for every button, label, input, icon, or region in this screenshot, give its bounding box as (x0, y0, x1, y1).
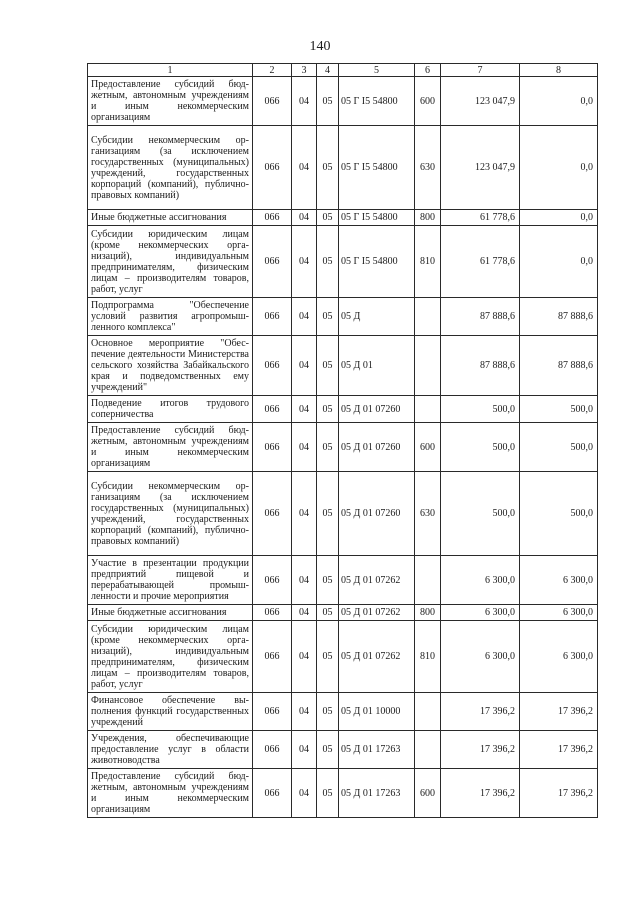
subsection-cell: 05 (317, 556, 339, 605)
column-header: 4 (317, 64, 339, 77)
amount-year-2-cell: 17 396,2 (520, 731, 598, 769)
table-row (88, 336, 598, 396)
target-article-cell: 05 Г I5 54800 (339, 126, 415, 210)
column-header: 6 (415, 64, 441, 77)
row-name-cell: Подпрограмма "Обеспечение условий развития агропромышленного комплекса" (88, 298, 253, 336)
column-header: 5 (339, 64, 415, 77)
column-header: 7 (441, 64, 520, 77)
subsection-cell: 05 (317, 396, 339, 423)
section-cell: 04 (292, 693, 317, 731)
amount-year-1-cell: 87 888,6 (441, 336, 520, 396)
admin-code-cell: 066 (253, 769, 292, 818)
amount-year-1-cell: 123 047,9 (441, 77, 520, 126)
column-header: 2 (253, 64, 292, 77)
amount-year-2-cell: 6 300,0 (520, 605, 598, 621)
subsection-cell: 05 (317, 126, 339, 210)
target-article-cell: 05 Д 01 07260 (339, 472, 415, 556)
table-row (88, 226, 598, 298)
admin-code-cell: 066 (253, 472, 292, 556)
subsection-cell: 05 (317, 210, 339, 226)
target-article-cell: 05 Д 01 10000 (339, 693, 415, 731)
amount-year-1-cell: 500,0 (441, 396, 520, 423)
admin-code-cell: 066 (253, 693, 292, 731)
budget-table (87, 63, 598, 818)
table-row (88, 126, 598, 210)
admin-code-cell: 066 (253, 77, 292, 126)
amount-year-1-cell: 500,0 (441, 472, 520, 556)
section-cell: 04 (292, 621, 317, 693)
target-article-cell: 05 Д 01 07262 (339, 556, 415, 605)
section-cell: 04 (292, 605, 317, 621)
expense-type-cell: 800 (415, 210, 441, 226)
table-row (88, 621, 598, 693)
amount-year-1-cell: 6 300,0 (441, 556, 520, 605)
section-cell: 04 (292, 336, 317, 396)
amount-year-2-cell: 500,0 (520, 423, 598, 472)
admin-code-cell: 066 (253, 396, 292, 423)
subsection-cell: 05 (317, 336, 339, 396)
column-header: 8 (520, 64, 598, 77)
row-name-cell: Предоставление субсидий бюджетным, автономным учреждениям и иным некоммерческим организациям (88, 77, 253, 126)
admin-code-cell: 066 (253, 210, 292, 226)
section-cell: 04 (292, 77, 317, 126)
section-cell: 04 (292, 210, 317, 226)
target-article-cell: 05 Д 01 (339, 336, 415, 396)
column-header: 3 (292, 64, 317, 77)
amount-year-2-cell: 17 396,2 (520, 769, 598, 818)
amount-year-2-cell: 17 396,2 (520, 693, 598, 731)
amount-year-2-cell: 0,0 (520, 77, 598, 126)
row-name-cell: Финансовое обеспечение выполнения функций государственных учреждений (88, 693, 253, 731)
row-name-cell: Субсидии юридическим лицам (кроме некоммерческих организаций), индивидуальным предпринимателям, физическим лицам – производителям товаров, работ, услуг (88, 226, 253, 298)
table-row (88, 423, 598, 472)
table-row (88, 396, 598, 423)
table-row (88, 210, 598, 226)
amount-year-2-cell: 500,0 (520, 472, 598, 556)
row-name-cell: Предоставление субсидий бюджетным, автономным учреждениям и иным некоммерческим организациям (88, 423, 253, 472)
row-name-cell: Субсидии некоммерческим организациям (за исключением государственных (муниципальных) учреждений, государственных корпораций (компаний), публично-правовых компаний) (88, 472, 253, 556)
table-row (88, 769, 598, 818)
admin-code-cell: 066 (253, 298, 292, 336)
table-row (88, 77, 598, 126)
expense-type-cell: 800 (415, 605, 441, 621)
target-article-cell: 05 Д 01 07262 (339, 605, 415, 621)
table-row (88, 605, 598, 621)
subsection-cell: 05 (317, 226, 339, 298)
target-article-cell: 05 Д 01 07260 (339, 423, 415, 472)
table-row (88, 556, 598, 605)
amount-year-1-cell: 6 300,0 (441, 621, 520, 693)
row-name-cell: Иные бюджетные ассигнования (88, 210, 253, 226)
subsection-cell: 05 (317, 621, 339, 693)
target-article-cell: 05 Г I5 54800 (339, 210, 415, 226)
table-row (88, 472, 598, 556)
row-name-cell: Субсидии некоммерческим организациям (за исключением государственных (муниципальных) учреждений, государственных корпораций (компаний), публично-правовых компаний) (88, 126, 253, 210)
page-number: 140 (309, 39, 331, 54)
subsection-cell: 05 (317, 77, 339, 126)
section-cell: 04 (292, 298, 317, 336)
row-name-cell: Учреждения, обеспечивающие предоставление услуг в области животноводства (88, 731, 253, 769)
expense-type-cell (415, 556, 441, 605)
amount-year-2-cell: 0,0 (520, 226, 598, 298)
amount-year-1-cell: 123 047,9 (441, 126, 520, 210)
amount-year-2-cell: 0,0 (520, 126, 598, 210)
expense-type-cell: 600 (415, 769, 441, 818)
section-cell: 04 (292, 472, 317, 556)
amount-year-1-cell: 6 300,0 (441, 605, 520, 621)
target-article-cell: 05 Г I5 54800 (339, 226, 415, 298)
section-cell: 04 (292, 556, 317, 605)
table-row (88, 693, 598, 731)
table-header-row (88, 64, 598, 77)
row-name-cell: Подведение итогов трудового соперничества (88, 396, 253, 423)
expense-type-cell (415, 396, 441, 423)
admin-code-cell: 066 (253, 731, 292, 769)
subsection-cell: 05 (317, 298, 339, 336)
expense-type-cell (415, 336, 441, 396)
expense-type-cell (415, 298, 441, 336)
section-cell: 04 (292, 769, 317, 818)
amount-year-2-cell: 6 300,0 (520, 556, 598, 605)
amount-year-1-cell: 17 396,2 (441, 769, 520, 818)
target-article-cell: 05 Д 01 07260 (339, 396, 415, 423)
admin-code-cell: 066 (253, 126, 292, 210)
subsection-cell: 05 (317, 769, 339, 818)
section-cell: 04 (292, 126, 317, 210)
expense-type-cell (415, 731, 441, 769)
section-cell: 04 (292, 226, 317, 298)
row-name-cell: Субсидии юридическим лицам (кроме некоммерческих организаций), индивидуальным предпринимателям, физическим лицам – производителям товаров, работ, услуг (88, 621, 253, 693)
section-cell: 04 (292, 396, 317, 423)
expense-type-cell (415, 693, 441, 731)
subsection-cell: 05 (317, 472, 339, 556)
expense-type-cell: 600 (415, 423, 441, 472)
amount-year-1-cell: 61 778,6 (441, 210, 520, 226)
section-cell: 04 (292, 423, 317, 472)
target-article-cell: 05 Д (339, 298, 415, 336)
admin-code-cell: 066 (253, 423, 292, 472)
target-article-cell: 05 Д 01 17263 (339, 769, 415, 818)
amount-year-1-cell: 87 888,6 (441, 298, 520, 336)
column-header: 1 (88, 64, 253, 77)
expense-type-cell: 630 (415, 126, 441, 210)
expense-type-cell: 630 (415, 472, 441, 556)
table-row (88, 298, 598, 336)
admin-code-cell: 066 (253, 336, 292, 396)
row-name-cell: Участие в презентации продукции предприятий пищевой и перерабатывающей промышленности и прочие мероприятия (88, 556, 253, 605)
row-name-cell: Предоставление субсидий бюджетным, автономным учреждениям и иным некоммерческим организациям (88, 769, 253, 818)
amount-year-2-cell: 0,0 (520, 210, 598, 226)
admin-code-cell: 066 (253, 621, 292, 693)
amount-year-2-cell: 500,0 (520, 396, 598, 423)
table-row (88, 731, 598, 769)
expense-type-cell: 810 (415, 226, 441, 298)
target-article-cell: 05 Д 01 07262 (339, 621, 415, 693)
section-cell: 04 (292, 731, 317, 769)
row-name-cell: Основное мероприятие "Обеспечение деятельности Министерства сельского хозяйства Забайкальского края и подведомственных ему учреждений" (88, 336, 253, 396)
amount-year-2-cell: 87 888,6 (520, 336, 598, 396)
amount-year-2-cell: 87 888,6 (520, 298, 598, 336)
amount-year-1-cell: 17 396,2 (441, 693, 520, 731)
subsection-cell: 05 (317, 423, 339, 472)
subsection-cell: 05 (317, 731, 339, 769)
amount-year-1-cell: 17 396,2 (441, 731, 520, 769)
amount-year-2-cell: 6 300,0 (520, 621, 598, 693)
expense-type-cell: 600 (415, 77, 441, 126)
amount-year-1-cell: 500,0 (441, 423, 520, 472)
subsection-cell: 05 (317, 693, 339, 731)
expense-type-cell: 810 (415, 621, 441, 693)
admin-code-cell: 066 (253, 556, 292, 605)
admin-code-cell: 066 (253, 605, 292, 621)
admin-code-cell: 066 (253, 226, 292, 298)
target-article-cell: 05 Д 01 17263 (339, 731, 415, 769)
subsection-cell: 05 (317, 605, 339, 621)
row-name-cell: Иные бюджетные ассигнования (88, 605, 253, 621)
target-article-cell: 05 Г I5 54800 (339, 77, 415, 126)
amount-year-1-cell: 61 778,6 (441, 226, 520, 298)
